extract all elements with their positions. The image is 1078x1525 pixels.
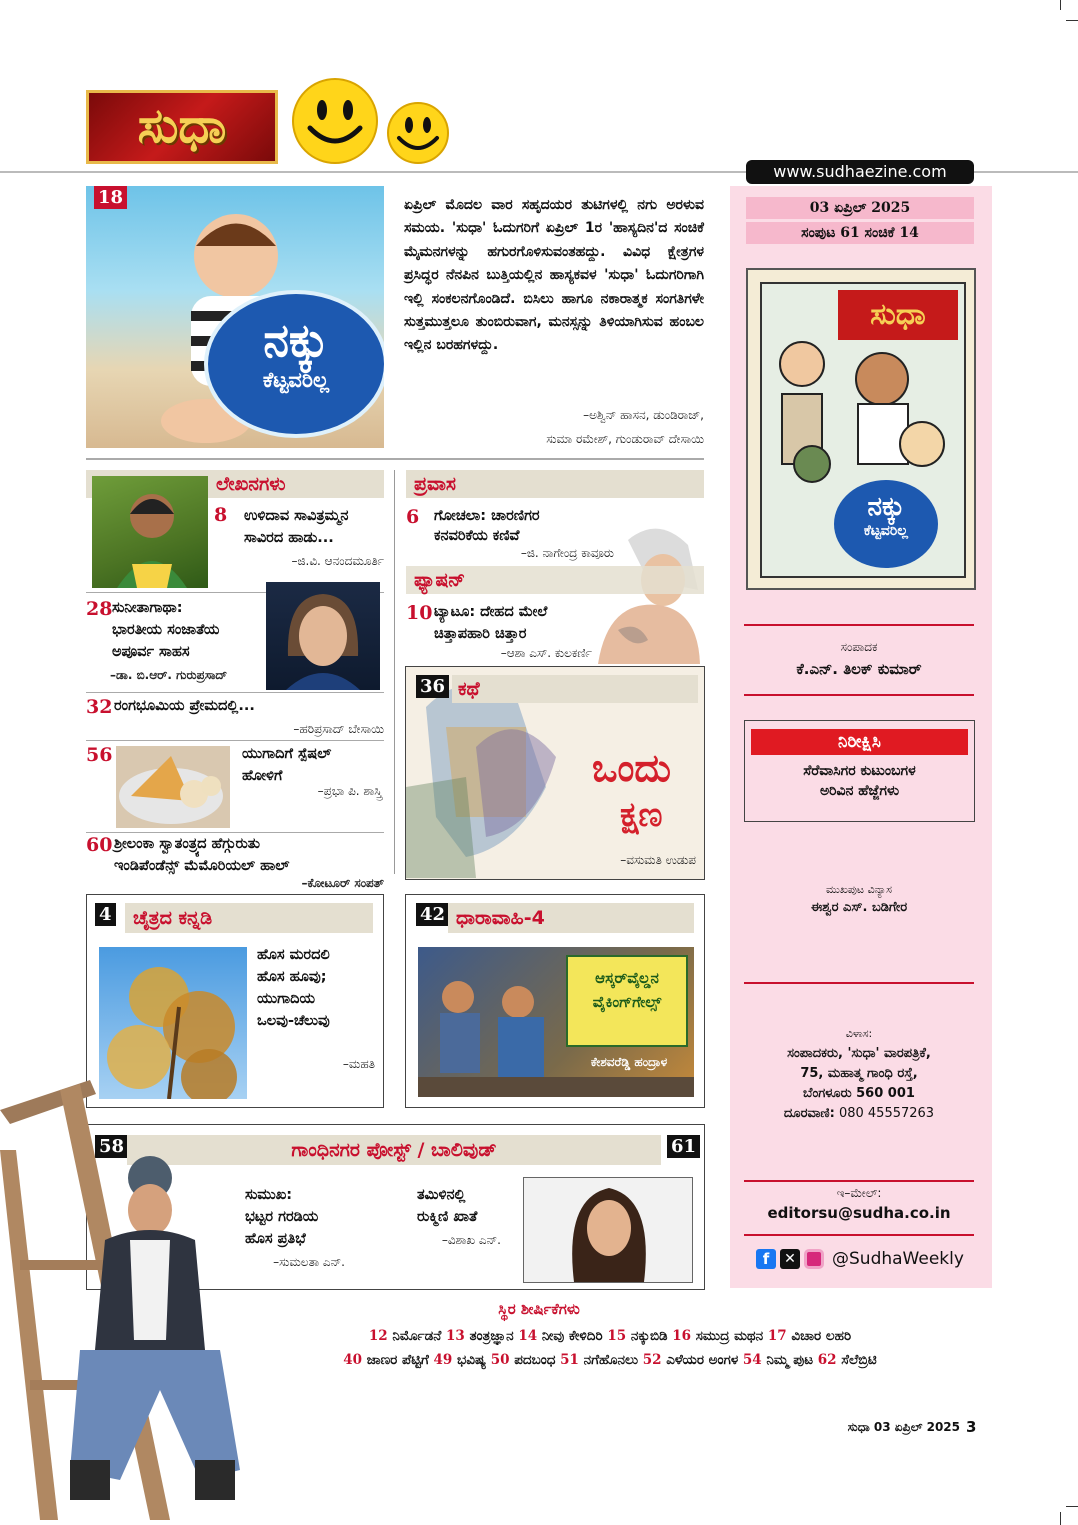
cartoon-illustration — [762, 324, 964, 484]
article-page: 32 — [86, 696, 113, 718]
column-item[interactable] — [672, 1328, 763, 1344]
cover-story-badge — [204, 290, 384, 438]
column-page: 13 — [446, 1328, 465, 1344]
x-icon[interactable]: ✕ — [780, 1249, 800, 1269]
article-byline: –ಕೋಟೂರ್ ಸಂಪತ್ — [301, 876, 384, 890]
article-title: ಭಾರತೀಯ ಸಂಜಾತೆಯ — [112, 622, 220, 638]
smiley-icon — [290, 76, 380, 166]
column-item[interactable] — [434, 1352, 486, 1368]
portrait-illustration — [112, 484, 192, 588]
article-title: ಸಾವಿರದ ಹಾಡು... — [244, 530, 334, 546]
crop-mark — [1060, 1512, 1061, 1525]
column-name: ನೀವು ಕೇಳಿದಿರಿ — [541, 1328, 603, 1344]
article-byline: –ಡಾ. ಬಿ.ಆರ್. ಗುರುಪ್ರಸಾದ್ — [110, 668, 228, 682]
article-byline: –ಆಶಾ ಎಸ್. ಕುಲಕರ್ಣಿ — [500, 646, 592, 660]
column-name: ತಂತ್ರಜ್ಞಾನ — [469, 1328, 514, 1344]
sidebar-divider — [744, 1234, 974, 1236]
column-page: 49 — [433, 1352, 453, 1368]
sidebar-divider — [744, 982, 974, 984]
sidebar-divider — [744, 694, 974, 696]
article-title: ಭಟ್ಟರ ಗರಡಿಯ — [245, 1209, 319, 1225]
editor-name: ಕೆ.ಎನ್. ತಿಲಕ್ ಕುಮಾರ್ — [796, 660, 922, 678]
column-name: ನಗೆಹೊನಲು — [583, 1352, 639, 1368]
dharavahi-title-panel — [566, 955, 688, 1047]
column-item[interactable] — [607, 1328, 667, 1344]
gandhinagar-right-badge — [667, 1135, 700, 1158]
column-item[interactable] — [446, 1328, 514, 1344]
cover-story-photo[interactable] — [86, 186, 384, 448]
column-item[interactable] — [818, 1352, 877, 1368]
cover-thumb-inner — [760, 282, 966, 578]
article-page: 28 — [86, 598, 113, 620]
cover-thumbnail[interactable] — [746, 268, 976, 590]
article-title: ಹೊಸ ಪ್ರತಿಭೆ — [245, 1231, 306, 1247]
cover-story-byline1: –ಅಶ್ವಿನ್ ಹಾಸನ, ಡುಂಡಿರಾಜ್, — [583, 408, 704, 422]
crop-mark — [1066, 20, 1078, 21]
column-item[interactable] — [369, 1328, 441, 1344]
sidebar-divider — [744, 1180, 974, 1182]
column-name: ನಕ್ಕುಬಿಡಿ — [630, 1328, 668, 1344]
page-badge — [94, 186, 127, 209]
facebook-icon[interactable]: f — [756, 1249, 776, 1269]
article-title: ಅಪೂರ್ವ ಸಾಹಸ — [112, 644, 190, 660]
page-number: 58 — [95, 1135, 128, 1158]
dharavahi-heading: ಧಾರಾವಾಹಿ-4 — [448, 903, 694, 933]
phone-row — [744, 1104, 974, 1124]
column-item[interactable] — [768, 1328, 851, 1344]
article-title: ಟ್ಯಾಟೂ: ದೇಹದ ಮೇಲೆ — [434, 604, 548, 620]
column-item[interactable] — [518, 1328, 602, 1344]
address-label: ವಿಳಾಸ: — [845, 1027, 873, 1040]
article-byline: –ಜಿ. ನಾಗೇಂದ್ರ ಕಾವೂರು — [520, 546, 614, 560]
column-page: 50 — [490, 1352, 510, 1368]
section-lekhanagalu: ಲೇಖನಗಳು — [86, 470, 384, 498]
article-title: ಚಿತ್ತಾಪಹಾರಿ ಚಿತ್ತಾರ — [434, 626, 527, 642]
article-title: ತಮಿಳಿನಲ್ಲಿ — [417, 1187, 466, 1203]
masthead-logo-text: ಸುಧಾ — [137, 98, 227, 154]
address-line2: 75, ಮಹಾತ್ಮ ಗಾಂಧಿ ರಸ್ತೆ, — [800, 1066, 918, 1081]
page-number: 42 — [416, 903, 449, 926]
address-block — [744, 1024, 974, 1124]
column-page: 14 — [518, 1328, 538, 1344]
instagram-icon[interactable] — [804, 1249, 824, 1269]
kathe-page-badge — [416, 675, 449, 698]
article-title: ಉಳಿದಾವ ಸಾವಿತ್ರಮ್ಮನ — [244, 508, 349, 524]
article-title: ಕನವರಿಕೆಯ ಕಣಿವೆ — [434, 528, 520, 544]
article-title: ಸುಮುಖ: — [245, 1187, 293, 1203]
food-illustration — [116, 746, 230, 828]
cover-design-label: ಮುಖಪುಟ ವಿನ್ಯಾಸ — [825, 883, 893, 896]
crop-mark — [1060, 0, 1061, 10]
crop-mark — [1066, 1506, 1078, 1507]
divider — [86, 692, 384, 693]
nirikshisi-line2: ಅರಿವಿನ ಹೆಜ್ಜೆಗಳು — [819, 783, 900, 799]
column-page: 17 — [767, 1328, 787, 1344]
dharavahi-author: ಕೇಶವರೆಡ್ಡಿ ಹಂದ್ರಾಳ — [590, 1055, 668, 1069]
page-number: 36 — [416, 675, 449, 698]
gandhinagar-heading: ಗಾಂಧಿನಗರ ಪೋಸ್ಟ್ / ಬಾಲಿವುಡ್ — [127, 1135, 661, 1165]
article-byline: –ಪ್ರಭಾ ಪಿ. ಶಾಸ್ತ್ರಿ — [317, 784, 382, 798]
column-page: 12 — [368, 1328, 388, 1344]
cover-badge-line1: ನಕ್ಕು — [867, 492, 905, 522]
actress-photo — [523, 1177, 693, 1283]
poem-line: ಯುಗಾದಿಯ — [257, 991, 315, 1007]
section-fashion: ಫ್ಯಾಷನ್ — [406, 566, 704, 594]
column-item[interactable] — [560, 1352, 638, 1368]
social-handle[interactable]: @SudhaWeekly — [832, 1249, 964, 1269]
column-item[interactable] — [491, 1352, 556, 1368]
badge-line1: ನಕ್ಕು — [263, 313, 329, 367]
article-title: ಇಂಡಿಪೆಂಡೆನ್ಸ್ ಮೆಮೊರಿಯಲ್ ಹಾಲ್ — [114, 858, 290, 874]
poem-line: ಹೊಸ ಹೂವು; — [257, 969, 327, 985]
divider — [86, 458, 704, 460]
page-number: 18 — [94, 186, 127, 209]
issue-date: 03 ಏಪ್ರಿಲ್ 2025 — [746, 197, 974, 219]
column-item[interactable] — [643, 1352, 738, 1368]
columns-heading: ಸ್ಥಿರ ಶೀರ್ಷಿಕೆಗಳು — [498, 1300, 580, 1318]
issue-volume: ಸಂಪುಟ 61 ಸಂಚಿಕೆ 14 — [746, 222, 974, 244]
cover-design-name: ಈಶ್ವರ ಎಸ್. ಬಡಿಗೇರ — [810, 900, 908, 915]
article-byline: –ವಿಶಾಖ ಎನ್. — [441, 1233, 501, 1247]
article-title: ರಂಗಭೂಮಿಯ ಪ್ರೇಮದಲ್ಲಿ... — [114, 698, 255, 714]
kathe-art-title2: ಕ್ಷಣ — [620, 795, 663, 835]
chaitrada-page-badge — [95, 903, 116, 926]
holige-photo — [116, 746, 230, 828]
divider — [86, 832, 384, 833]
kathe-art-title1: ಒಂದು — [592, 745, 672, 790]
nirikshisi-box — [744, 720, 975, 822]
column-divider — [394, 470, 395, 874]
article-page: 10 — [406, 602, 433, 624]
column-name: ಜಾಣರ ಪೆಟ್ಟಿಗೆ — [366, 1352, 429, 1368]
sunita-photo — [266, 582, 380, 690]
article-page: 8 — [214, 504, 228, 526]
address-line3: ಬೆಂಗಳೂರು 560 001 — [803, 1086, 915, 1101]
nirikshisi-line1: ಸೆರೆವಾಸಿಗರ ಕುಟುಂಬಗಳ — [803, 763, 916, 779]
column-name: ಸೆಲೆಬ್ರಿಟಿ — [841, 1352, 877, 1368]
columns-row1 — [300, 1328, 920, 1344]
column-page: 51 — [560, 1352, 579, 1368]
article-page: 56 — [86, 744, 113, 766]
portrait-illustration — [276, 586, 370, 690]
column-page: 52 — [642, 1352, 662, 1368]
badge-line2: ಕೆಟ್ಟವರಿಲ್ಲ — [262, 368, 330, 392]
article-byline: –ಜಿ.ವಿ. ಆನಂದಮೂರ್ತಿ — [291, 554, 384, 568]
sidebar-divider — [744, 624, 974, 626]
article-title: ಶ್ರೀಲಂಕಾ ಸ್ವಾತಂತ್ರ್ಯದ ಹೆಗ್ಗುರುತು — [114, 836, 261, 852]
chaitrada-byline: –ಮಹತಿ — [342, 1057, 375, 1071]
article-title: ಗೋಚಲಾ: ಚಾರಣಿಗರ — [434, 508, 540, 524]
address-line1: ಸಂಪಾದಕರು, 'ಸುಧಾ' ವಾರಪತ್ರಿಕೆ, — [787, 1046, 931, 1061]
columns-row2 — [280, 1352, 940, 1368]
kathe-heading: ಕಥೆ — [452, 675, 698, 703]
section-pravasa: ಪ್ರವಾಸ — [406, 470, 704, 498]
chaitrada-heading: ಚೈತ್ರದ ಕನ್ನಡಿ — [125, 903, 373, 933]
page-number: 4 — [95, 903, 116, 926]
column-page: 15 — [607, 1328, 627, 1344]
footer-text: ಸುಧಾ 03 ಏಪ್ರಿಲ್ 2025 — [847, 1420, 960, 1434]
cover-story-text: ಏಪ್ರಿಲ್ ಮೊದಲ ವಾರ ಸಹೃದಯರ ತುಟಿಗಳಲ್ಲಿ ನಗು ಅರಳುವ ಸಮಯ. 'ಸುಧಾ' ಓದುಗರಿಗೆ ಏಪ್ರಿಲ್ 1ರ 'ಹಾಸ್ಯದಿನ'ದ ಸಂಚಿಕೆ ಮೈಮನಗಳನ್ನು ಹಗುರಗೊಳಿಸುವಂತಹದ್ದು. ವಿವಿಧ ಕ್ಷೇತ್ರಗಳ ಪ್ರಸಿದ್ಧರ ನೆನಪಿನ ಬುತ್ತಿಯಲ್ಲಿನ ಹಾಸ್ಯಕವಳ 'ಸುಧಾ' ಓದುಗರಿಗಾಗಿ ಇಲ್ಲಿ ಸಂಕಲನಗೊಂಡಿದೆ. ಬಿಸಿಲು ಹಾಗೂ ನಕಾರಾತ್ಮಕ ಸಂಗತಿಗಳೇ ಸುತ್ತಮುತ್ತಲೂ ತುಂಬಿರುವಾಗ, ಮನಸ್ಸನ್ನು ತಿಳಿಯಾಗಿಸುವ ಹಂಬಲ ಇಲ್ಲಿನ ಬರಹಗಳದ್ದು. — [404, 197, 704, 354]
cover-story-byline2: ಸುಮಾ ರಮೇಶ್, ಗುಂಡುರಾವ್ ದೇಸಾಯಿ — [546, 432, 704, 446]
phone-number: 080 45557263 — [838, 1106, 935, 1121]
kathe-box[interactable] — [405, 666, 705, 880]
dharavahi-illustration — [418, 947, 694, 1097]
art-title1: ಆಸ್ಕರ್‌ವೈಲ್ಡನ — [595, 969, 659, 987]
column-page: 40 — [343, 1352, 363, 1368]
column-page: 62 — [817, 1352, 837, 1368]
column-item[interactable] — [343, 1352, 429, 1368]
cover-badge — [834, 480, 938, 568]
page-number-footer: 3 — [966, 1418, 977, 1436]
dharavahi-box[interactable] — [405, 894, 705, 1108]
smiley-icon — [385, 100, 451, 166]
column-name: ನಿಮ್ಮ ಪುಟ — [766, 1352, 814, 1368]
article-page: 60 — [86, 834, 113, 856]
portrait-illustration — [564, 1178, 654, 1282]
article-title: ಸುನೀತಾಗಾಥಾ: — [112, 600, 183, 616]
article-title: ಹೋಳಿಗೆ — [242, 768, 283, 784]
poem-line: ಹೊಸ ಮರದಲಿ — [257, 947, 330, 963]
article-title: ಯುಗಾದಿಗೆ ಸ್ಪೆಷಲ್ — [242, 746, 332, 762]
article-title: ರುಕ್ಮಿಣಿ ಖಾತೆ — [417, 1209, 478, 1225]
editor-label: ಸಂಪಾದಕ — [840, 640, 878, 654]
column-name: ಪದಬಂಧ — [514, 1352, 556, 1368]
cover-badge-line2: ಕೆಟ್ಟವರಿಲ್ಲ — [863, 523, 909, 539]
page-number: 61 — [667, 1135, 700, 1158]
divider — [86, 740, 384, 741]
cover-logo: ಸುಧಾ — [838, 290, 958, 340]
column-name: ನಿರ್ಮೊಡನೆ — [392, 1328, 442, 1344]
email-link[interactable]: editorsu@sudha.co.in — [767, 1204, 951, 1222]
art-title2: ವೈಕಿಂಗ್‌ಗೇಲ್ಸ್ — [592, 993, 662, 1011]
column-name: ವಿಚಾರ ಲಹರಿ — [791, 1328, 852, 1344]
ladder-man-illustration — [0, 1050, 300, 1525]
poem-line: ಒಲವು-ಚೆಲುವು — [257, 1013, 330, 1029]
social-row — [756, 1248, 976, 1272]
masthead-logo — [86, 90, 278, 164]
website-link[interactable]: www.sudhaezine.com — [746, 160, 974, 184]
column-page: 16 — [672, 1328, 692, 1344]
column-name: ಎಳೆಯರ ಅಂಗಳ — [666, 1352, 739, 1368]
article-page: 6 — [406, 506, 420, 528]
column-page: 54 — [742, 1352, 762, 1368]
article-byline: –ಸುಮಲತಾ ಎನ್. — [273, 1255, 345, 1269]
phone-label: ದೂರವಾಣಿ: — [783, 1106, 835, 1121]
kathe-byline: –ವಸುಮತಿ ಉಡುಪ — [620, 853, 696, 867]
email-label: ಇ–ಮೇಲ್: — [836, 1186, 882, 1200]
article-byline: –ಹರಿಪ್ರಸಾದ್ ಬೇಸಾಯಿ — [293, 722, 384, 736]
dharavahi-page-badge — [416, 903, 449, 926]
woman-photo — [92, 476, 208, 588]
column-name: ಭವಿಷ್ಯ — [457, 1352, 487, 1368]
nirikshisi-label: ನಿರೀಕ್ಷಿಸಿ — [751, 729, 968, 755]
column-name: ಸಮುದ್ರ ಮಥನ — [695, 1328, 764, 1344]
column-item[interactable] — [743, 1352, 813, 1368]
